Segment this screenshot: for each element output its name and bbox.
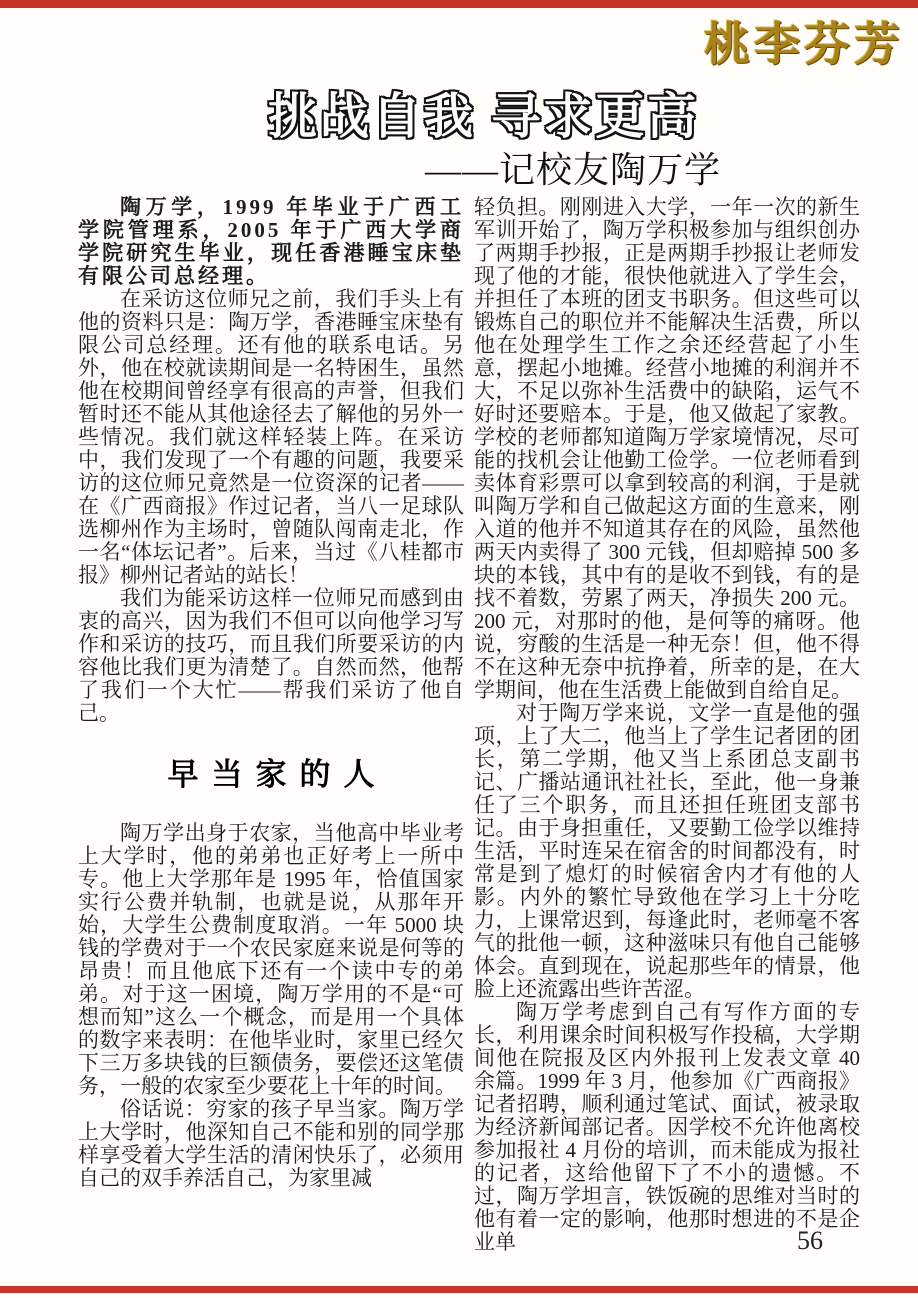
paragraph: 陶万学出身于农家，当他高中毕业考上大学时，他的弟弟也正好考上一所中专。他上大学那年是 1995 年，恰值国家实行公费并轨制，也就是说，从那年开始，大学生公费制度取消。一年 5000 块钱的学费对于一个农民家庭来说是何等的昂贵！而且他底下还有一个读中专的弟弟。对于这一困境，陶万学用的不是“可想而知”这么一个概念，而是用一个具体的数字来表明：在他毕业时，家里已经欠下三万多块钱的巨额债务，要偿还这笔债务，一般的农家至少要花上十年的时间。 bbox=[78, 821, 464, 1098]
article-body bbox=[78, 196, 860, 1254]
paragraph: 轻负担。刚刚进入大学，一年一次的新生军训开始了，陶万学积极参加与组织创办了两期手抄报，正是两期手抄报让老师发现了他的才能，很快他就进入了学生会，并担任了本班的团支书职务。但这些可以锻炼自己的职位并不能解决生活费，所以他在处理学生工作之余还经营起了小生意，摆起小地摊。经营小地摊的利润并不大，不足以弥补生活费中的缺陷，运气不好时还要赔本。于是，他又做起了家教。学校的老师都知道陶万学家境情况，尽可能的找机会让他勤工俭学。一位老师看到卖体育彩票可以拿到较高的利润，于是就叫陶万学和自己做起这方面的生意来，刚入道的他并不知道其存在的风险，虽然他两天内卖得了 300 元钱，但却赔掉 500 多块的本钱，其中有的是收不到钱，有的是找不着数，劳累了两天，净损失 200 元。200 元，对那时的他，是何等的痛呀。他说，穷酸的生活是一种无奈！但，他不得不在这种无奈中抗挣着，所幸的是，在大学期间，他在生活费上能做到自给自足。 bbox=[474, 195, 860, 702]
paragraph: 陶万学考虑到自己有写作方面的专长，利用课余时间积极写作投稿，大学期间他在院报及区内外报刊上发表文章 40 余篇。1999 年 3 月，他参加《广西商报》记者招聘，顺利通过笔试、面试，被录取为经济新闻部记者。因学校不允许他离校参加报社 4 月份的培训，而未能成为报社的记者，这给他留下了不小的遗憾。不过，陶万学坦言，铁饭碗的思维对当时的他有着一定的影响，他那时想进的不是企业单 bbox=[474, 1000, 860, 1254]
article-title: 挑战自我 寻求更高 bbox=[268, 89, 700, 144]
intro-paragraph: 陶万学，1999 年毕业于广西工学院管理系，2005 年于广西大学商学院研究生毕业，现任香港睡宝床垫有限公司总经理。 bbox=[78, 195, 464, 288]
paragraph: 我们为能采访这样一位师兄而感到由衷的高兴，因为我们不但可以向他学习写作和采访的技巧，而且我们所要采访的内容他比我们更为清楚了。自然而然，他帮了我们一个大忙——帮我们采访了他自己。 bbox=[78, 586, 464, 725]
paragraph: 对于陶万学来说，文学一直是他的强项，上了大二，他当上了学生记者团的团长，第二学期，他又当上系团总支副书记、广播站通讯社社长，至此，他一身兼任了三个职务，而且还担任班团支部书记。由于身担重任，又要勤工俭学以维持生活，平时连呆在宿舍的时间都没有，时常是到了熄灯的时候宿舍内才有他的人影。内外的繁忙导致他在学习上十分吃力，上课常迟到，每逢此时，老师毫不客气的批他一顿，这种滋味只有他自己能够体会。直到现在，说起那些年的情景，他脸上还流露出些许苦涩。 bbox=[474, 701, 860, 1001]
page-number: 56 bbox=[797, 1226, 823, 1255]
left-column bbox=[78, 196, 464, 1254]
top-border-rule bbox=[0, 0, 918, 8]
right-column bbox=[474, 196, 860, 1254]
column-header-calligraphy: 桃李芬芳 bbox=[704, 19, 904, 70]
paragraph: 在采访这位师兄之前，我们手头上有他的资料只是：陶万学，香港睡宝床垫有限公司总经理。还有他的联系电话。另外，他在校就读期间是一名特困生，虽然他在校期间曾经享有很高的声誉，但我们暂时还不能从其他途径去了解他的另外一些情况。我们就这样轻装上阵。在采访中，我们发现了一个有趣的问题，我要采访的这位师兄竟然是一位资深的记者——在《广西商报》作过记者，当八一足球队选柳州作为主场时，曾随队闯南走北，作一名“体坛记者”。后来，当过《八桂都市报》柳州记者站的站长！ bbox=[78, 287, 464, 587]
paragraph: 俗话说：穷家的孩子早当家。陶万学上大学时，他深知自己不能和别的同学那样享受着大学生活的清闲快乐了，必须用自己的双手养活自己，为家里减 bbox=[78, 1097, 464, 1190]
article-subtitle: ——记校友陶万学 bbox=[425, 150, 722, 190]
section-heading: 早当家的人 bbox=[167, 757, 388, 792]
bottom-border-rule bbox=[0, 1286, 918, 1293]
